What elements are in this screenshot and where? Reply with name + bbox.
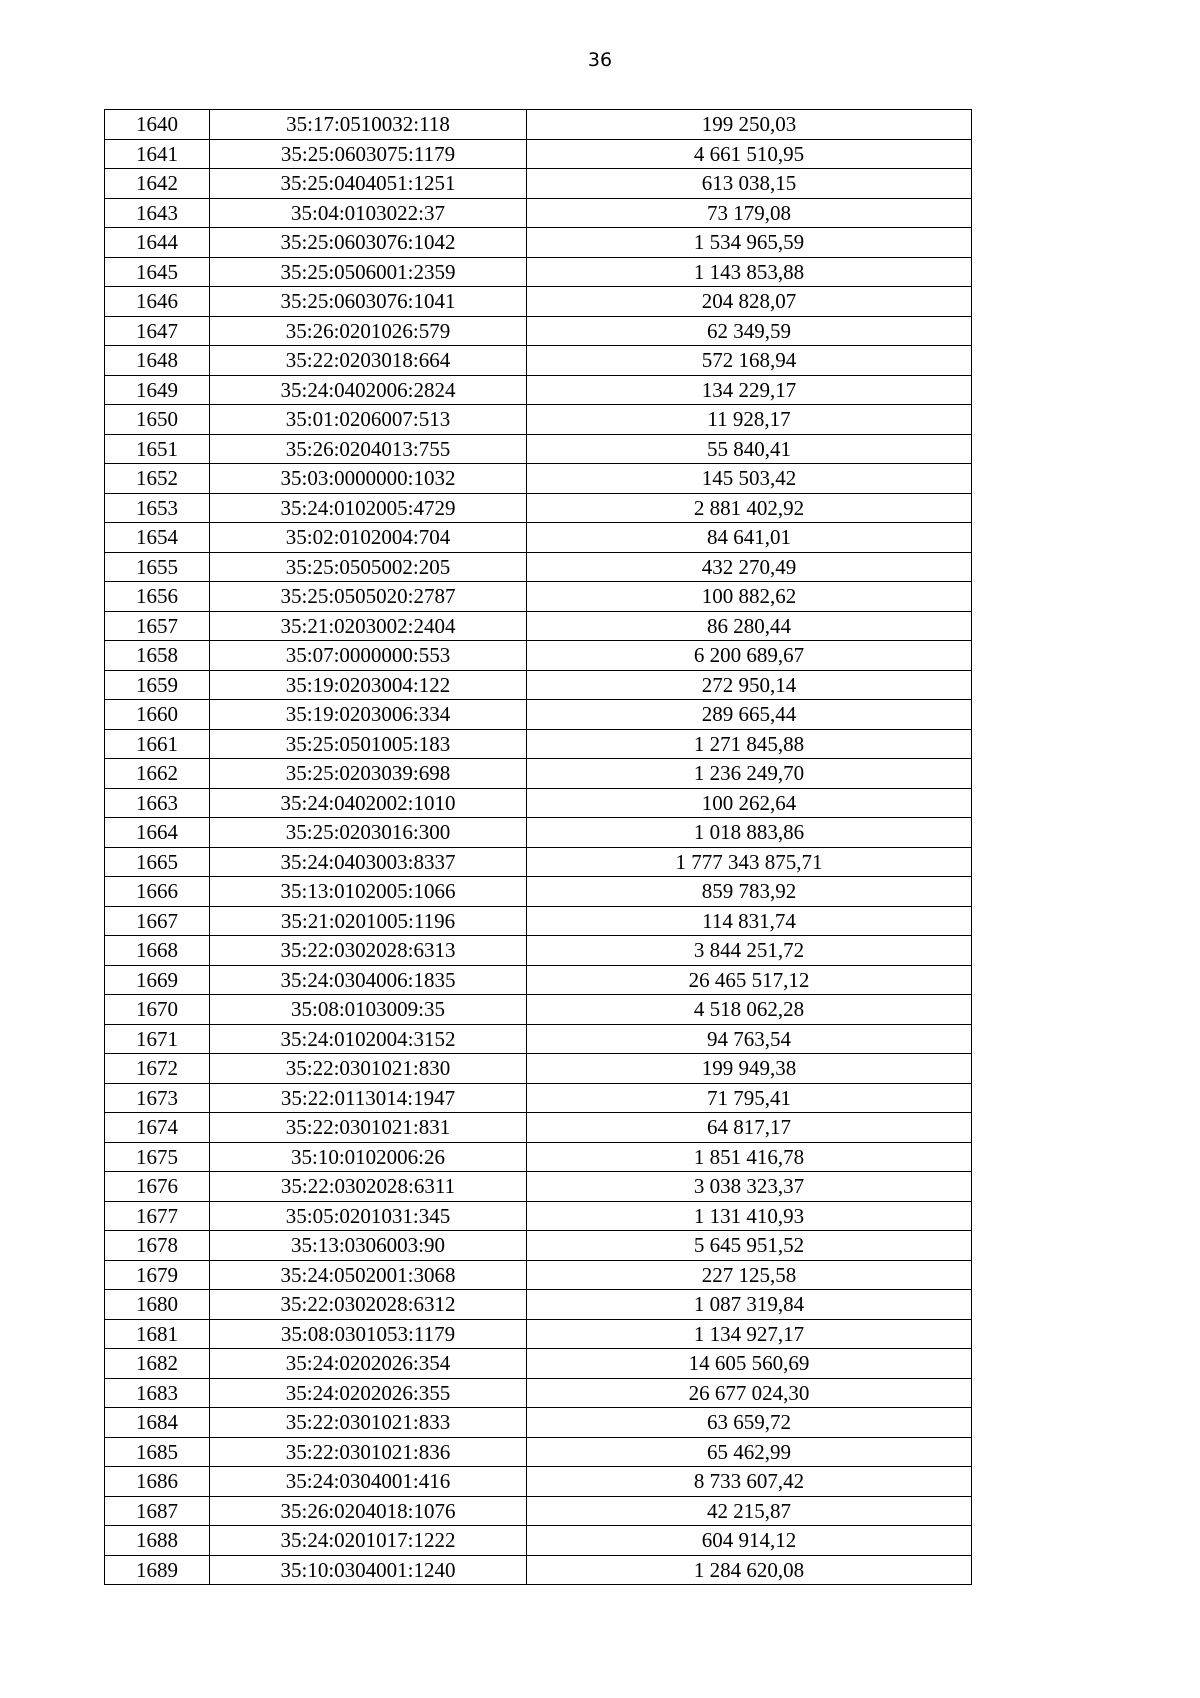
table-row: [105, 257, 972, 287]
value-cell: 134 229,17: [527, 375, 972, 405]
cadastral-number-cell: 35:03:0000000:1032: [210, 464, 527, 494]
row-number-cell: 1675: [105, 1142, 210, 1172]
value-cell: 114 831,74: [527, 906, 972, 936]
row-number-cell: 1671: [105, 1024, 210, 1054]
table-row: [105, 169, 972, 199]
cadastral-number-cell: 35:25:0603076:1042: [210, 228, 527, 258]
row-number-cell: 1679: [105, 1260, 210, 1290]
table-row: [105, 316, 972, 346]
row-number-cell: 1668: [105, 936, 210, 966]
value-cell: 1 134 927,17: [527, 1319, 972, 1349]
value-cell: 62 349,59: [527, 316, 972, 346]
row-number-cell: 1682: [105, 1349, 210, 1379]
cadastral-number-cell: 35:04:0103022:37: [210, 198, 527, 228]
cadastral-number-cell: 35:26:0204013:755: [210, 434, 527, 464]
table-row: [105, 1526, 972, 1556]
table-row: [105, 1467, 972, 1497]
cadastral-number-cell: 35:22:0301021:831: [210, 1113, 527, 1143]
row-number-cell: 1645: [105, 257, 210, 287]
row-number-cell: 1677: [105, 1201, 210, 1231]
table-row: [105, 434, 972, 464]
cadastral-number-cell: 35:22:0113014:1947: [210, 1083, 527, 1113]
value-cell: 26 465 517,12: [527, 965, 972, 995]
row-number-cell: 1650: [105, 405, 210, 435]
table-row: [105, 405, 972, 435]
row-number-cell: 1676: [105, 1172, 210, 1202]
row-number-cell: 1672: [105, 1054, 210, 1084]
table-row: [105, 995, 972, 1025]
cadastral-number-cell: 35:25:0203016:300: [210, 818, 527, 848]
table-row: [105, 287, 972, 317]
row-number-cell: 1663: [105, 788, 210, 818]
table-row: [105, 1408, 972, 1438]
table-row: [105, 906, 972, 936]
cadastral-number-cell: 35:10:0304001:1240: [210, 1555, 527, 1585]
table-row: [105, 1378, 972, 1408]
cadastral-number-cell: 35:22:0301021:830: [210, 1054, 527, 1084]
cadastral-number-cell: 35:22:0301021:836: [210, 1437, 527, 1467]
row-number-cell: 1652: [105, 464, 210, 494]
cadastral-number-cell: 35:17:0510032:118: [210, 110, 527, 140]
value-cell: 1 534 965,59: [527, 228, 972, 258]
cadastral-number-cell: 35:25:0603076:1041: [210, 287, 527, 317]
table-row: [105, 464, 972, 494]
row-number-cell: 1658: [105, 641, 210, 671]
value-cell: 289 665,44: [527, 700, 972, 730]
value-cell: 1 851 416,78: [527, 1142, 972, 1172]
table-row: [105, 1349, 972, 1379]
value-cell: 4 661 510,95: [527, 139, 972, 169]
cadastral-number-cell: 35:22:0302028:6311: [210, 1172, 527, 1202]
cadastral-number-cell: 35:24:0202026:355: [210, 1378, 527, 1408]
value-cell: 11 928,17: [527, 405, 972, 435]
row-number-cell: 1687: [105, 1496, 210, 1526]
table-row: [105, 965, 972, 995]
cadastral-number-cell: 35:25:0506001:2359: [210, 257, 527, 287]
cadastral-number-cell: 35:21:0203002:2404: [210, 611, 527, 641]
value-cell: 1 018 883,86: [527, 818, 972, 848]
table-row: [105, 110, 972, 140]
cadastral-number-cell: 35:22:0301021:833: [210, 1408, 527, 1438]
cadastral-number-cell: 35:22:0203018:664: [210, 346, 527, 376]
cadastral-number-cell: 35:24:0502001:3068: [210, 1260, 527, 1290]
value-cell: 1 131 410,93: [527, 1201, 972, 1231]
value-cell: 199 949,38: [527, 1054, 972, 1084]
table-row: [105, 1201, 972, 1231]
table-row: [105, 877, 972, 907]
row-number-cell: 1641: [105, 139, 210, 169]
table-row: [105, 729, 972, 759]
value-cell: 859 783,92: [527, 877, 972, 907]
table-row: [105, 818, 972, 848]
row-number-cell: 1667: [105, 906, 210, 936]
value-cell: 63 659,72: [527, 1408, 972, 1438]
value-cell: 55 840,41: [527, 434, 972, 464]
cadastral-number-cell: 35:22:0302028:6313: [210, 936, 527, 966]
table-row: [105, 375, 972, 405]
cadastral-number-cell: 35:05:0201031:345: [210, 1201, 527, 1231]
table-row: [105, 198, 972, 228]
row-number-cell: 1685: [105, 1437, 210, 1467]
value-cell: 1 087 319,84: [527, 1290, 972, 1320]
cadastral-number-cell: 35:24:0201017:1222: [210, 1526, 527, 1556]
table-row: [105, 1172, 972, 1202]
cadastral-number-cell: 35:25:0603075:1179: [210, 139, 527, 169]
cadastral-number-cell: 35:10:0102006:26: [210, 1142, 527, 1172]
row-number-cell: 1653: [105, 493, 210, 523]
value-cell: 73 179,08: [527, 198, 972, 228]
cadastral-number-cell: 35:26:0204018:1076: [210, 1496, 527, 1526]
row-number-cell: 1651: [105, 434, 210, 464]
row-number-cell: 1665: [105, 847, 210, 877]
row-number-cell: 1647: [105, 316, 210, 346]
row-number-cell: 1673: [105, 1083, 210, 1113]
value-cell: 1 271 845,88: [527, 729, 972, 759]
value-cell: 42 215,87: [527, 1496, 972, 1526]
row-number-cell: 1680: [105, 1290, 210, 1320]
cadastral-number-cell: 35:24:0102005:4729: [210, 493, 527, 523]
cadastral-number-cell: 35:07:0000000:553: [210, 641, 527, 671]
value-cell: 604 914,12: [527, 1526, 972, 1556]
table-row: [105, 1319, 972, 1349]
cadastral-number-cell: 35:21:0201005:1196: [210, 906, 527, 936]
value-cell: 1 777 343 875,71: [527, 847, 972, 877]
row-number-cell: 1643: [105, 198, 210, 228]
cadastral-number-cell: 35:25:0505002:205: [210, 552, 527, 582]
table-row: [105, 1437, 972, 1467]
value-cell: 145 503,42: [527, 464, 972, 494]
row-number-cell: 1648: [105, 346, 210, 376]
value-cell: 84 641,01: [527, 523, 972, 553]
cadastral-number-cell: 35:02:0102004:704: [210, 523, 527, 553]
value-cell: 272 950,14: [527, 670, 972, 700]
table-body: [105, 110, 972, 1585]
cadastral-number-cell: 35:19:0203006:334: [210, 700, 527, 730]
table-row: [105, 139, 972, 169]
row-number-cell: 1656: [105, 582, 210, 612]
value-cell: 1 236 249,70: [527, 759, 972, 789]
row-number-cell: 1674: [105, 1113, 210, 1143]
value-cell: 227 125,58: [527, 1260, 972, 1290]
cadastral-number-cell: 35:08:0301053:1179: [210, 1319, 527, 1349]
value-cell: 613 038,15: [527, 169, 972, 199]
value-cell: 14 605 560,69: [527, 1349, 972, 1379]
row-number-cell: 1678: [105, 1231, 210, 1261]
cadastral-number-cell: 35:25:0501005:183: [210, 729, 527, 759]
table-row: [105, 228, 972, 258]
value-cell: 6 200 689,67: [527, 641, 972, 671]
cadastral-number-cell: 35:24:0402002:1010: [210, 788, 527, 818]
table-row: [105, 1231, 972, 1261]
table-row: [105, 493, 972, 523]
value-cell: 204 828,07: [527, 287, 972, 317]
row-number-cell: 1649: [105, 375, 210, 405]
table-row: [105, 1142, 972, 1172]
value-cell: 1 284 620,08: [527, 1555, 972, 1585]
table-row: [105, 1260, 972, 1290]
table-row: [105, 1555, 972, 1585]
table-row: [105, 1054, 972, 1084]
value-cell: 432 270,49: [527, 552, 972, 582]
table-row: [105, 611, 972, 641]
cadastral-number-cell: 35:24:0403003:8337: [210, 847, 527, 877]
value-cell: 100 882,62: [527, 582, 972, 612]
value-cell: 64 817,17: [527, 1113, 972, 1143]
cadastral-number-cell: 35:25:0203039:698: [210, 759, 527, 789]
value-cell: 199 250,03: [527, 110, 972, 140]
cadastral-number-cell: 35:24:0304006:1835: [210, 965, 527, 995]
row-number-cell: 1681: [105, 1319, 210, 1349]
table-row: [105, 1496, 972, 1526]
table-row: [105, 1083, 972, 1113]
row-number-cell: 1655: [105, 552, 210, 582]
value-cell: 65 462,99: [527, 1437, 972, 1467]
row-number-cell: 1646: [105, 287, 210, 317]
value-cell: 1 143 853,88: [527, 257, 972, 287]
table-row: [105, 788, 972, 818]
value-cell: 26 677 024,30: [527, 1378, 972, 1408]
cadastral-number-cell: 35:22:0302028:6312: [210, 1290, 527, 1320]
row-number-cell: 1662: [105, 759, 210, 789]
value-cell: 3 844 251,72: [527, 936, 972, 966]
row-number-cell: 1657: [105, 611, 210, 641]
row-number-cell: 1640: [105, 110, 210, 140]
value-cell: 4 518 062,28: [527, 995, 972, 1025]
value-cell: 100 262,64: [527, 788, 972, 818]
cadastral-number-cell: 35:25:0505020:2787: [210, 582, 527, 612]
cadastral-number-cell: 35:24:0304001:416: [210, 1467, 527, 1497]
cadastral-number-cell: 35:26:0201026:579: [210, 316, 527, 346]
cadastral-number-cell: 35:24:0202026:354: [210, 1349, 527, 1379]
value-cell: 2 881 402,92: [527, 493, 972, 523]
cadastral-value-table: [104, 109, 972, 1585]
table-row: [105, 700, 972, 730]
cadastral-number-cell: 35:13:0102005:1066: [210, 877, 527, 907]
row-number-cell: 1686: [105, 1467, 210, 1497]
value-cell: 8 733 607,42: [527, 1467, 972, 1497]
cadastral-number-cell: 35:25:0404051:1251: [210, 169, 527, 199]
row-number-cell: 1660: [105, 700, 210, 730]
cadastral-number-cell: 35:19:0203004:122: [210, 670, 527, 700]
row-number-cell: 1666: [105, 877, 210, 907]
table-row: [105, 1290, 972, 1320]
table-row: [105, 582, 972, 612]
table-row: [105, 346, 972, 376]
row-number-cell: 1669: [105, 965, 210, 995]
cadastral-number-cell: 35:13:0306003:90: [210, 1231, 527, 1261]
row-number-cell: 1683: [105, 1378, 210, 1408]
row-number-cell: 1654: [105, 523, 210, 553]
row-number-cell: 1684: [105, 1408, 210, 1438]
row-number-cell: 1670: [105, 995, 210, 1025]
table-row: [105, 670, 972, 700]
cadastral-number-cell: 35:24:0102004:3152: [210, 1024, 527, 1054]
table-row: [105, 641, 972, 671]
table-row: [105, 552, 972, 582]
row-number-cell: 1642: [105, 169, 210, 199]
table-row: [105, 523, 972, 553]
table-row: [105, 936, 972, 966]
table-row: [105, 847, 972, 877]
page-number: 36: [587, 49, 613, 71]
table-row: [105, 759, 972, 789]
table-row: [105, 1113, 972, 1143]
value-cell: 3 038 323,37: [527, 1172, 972, 1202]
value-cell: 71 795,41: [527, 1083, 972, 1113]
value-cell: 86 280,44: [527, 611, 972, 641]
value-cell: 572 168,94: [527, 346, 972, 376]
cadastral-number-cell: 35:24:0402006:2824: [210, 375, 527, 405]
cadastral-number-cell: 35:01:0206007:513: [210, 405, 527, 435]
row-number-cell: 1659: [105, 670, 210, 700]
value-cell: 94 763,54: [527, 1024, 972, 1054]
value-cell: 5 645 951,52: [527, 1231, 972, 1261]
row-number-cell: 1661: [105, 729, 210, 759]
cadastral-number-cell: 35:08:0103009:35: [210, 995, 527, 1025]
table-row: [105, 1024, 972, 1054]
row-number-cell: 1644: [105, 228, 210, 258]
row-number-cell: 1689: [105, 1555, 210, 1585]
row-number-cell: 1688: [105, 1526, 210, 1556]
row-number-cell: 1664: [105, 818, 210, 848]
